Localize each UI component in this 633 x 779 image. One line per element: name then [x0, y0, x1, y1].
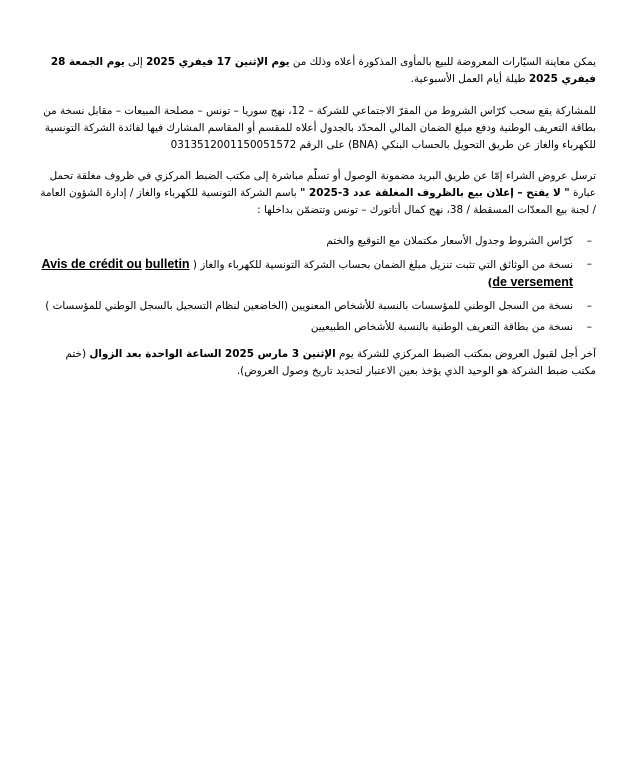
list-item-text: كرّاس الشروط وجدول الأسعار مكتملان مع التوقيع والختم [326, 235, 573, 247]
deadline-paragraph [38, 346, 596, 380]
list-item [38, 319, 596, 336]
list-dash: – [586, 235, 592, 247]
participation-text: للمشاركة يقع سحب كرّاس الشروط من المقرّ الاجتماعي للشركة – 12، نهج سوريا – تونس – مصلحة المبيعات – مقابل نسخة من بطاقة التعريف الوطنية ودفع مبلغ الضمان المالي المحدّد بالجدول أعلاه للمقسم أو المقاسم المشارك فيها لفائدة الشركة التونسية للكهرباء والغاز عن طريق التحويل بالحساب البنكي (BNA) على الرقم 0313512001150051572 [43, 105, 596, 151]
list-dash: – [586, 300, 592, 312]
viewing-end-date: يوم الجمعة 28 فيفري 2025 [50, 56, 596, 85]
list-item-text: نسخة من الوثائق التي تثبت تنزيل مبلغ الضمان بحساب الشركة التونسية للكهرباء والغاز ( [189, 259, 573, 271]
closing-paren: ) [487, 277, 493, 289]
submission-text-b: باسم الشركة التونسية للكهرباء والغاز / إدارة الشؤون العامة / لجنة بيع المعدّات المسقطة / 38، نهج كمال أتاتورك – تونس وتتضمّن بداخلها : [40, 187, 596, 216]
list-item-text: نسخة من السجل الوطني للمؤسسات بالنسبة للأشخاص المعنويين (الخاضعين لنظام التسجيل بالسجل الوطني للمؤسسات ) [45, 300, 573, 312]
submission-paragraph [38, 168, 596, 219]
list-dash: – [586, 321, 592, 333]
bulletin-de-versement-text: bulletin de versement [145, 257, 573, 289]
viewing-period-paragraph [38, 54, 596, 88]
list-item-text: نسخة من بطاقة التعريف الوطنية بالنسبة للأشخاص الطبيعيين [310, 321, 573, 333]
viewing-text-c: طيلة أيام العمل الأسبوعية. [410, 73, 529, 85]
deadline-text-b: (ختم مكتب ضبط الشركة هو الوحيد الذي يؤخذ بعين الاعتبار لتحديد تاريخ وصول العروض). [65, 348, 596, 377]
required-documents-list [38, 233, 596, 336]
deadline-date: الإثنين 3 مارس 2025 الساعة الواحدة بعد الزوال [89, 348, 336, 360]
avis-de-credit-text: Avis de crédit ou [41, 257, 142, 271]
deadline-text-a: آخر أجل لقبول العروض بمكتب الضبط المركزي للشركة يوم [335, 348, 596, 360]
submission-text-a: ترسل عروض الشراء إمّا عن طريق البريد مضمونة الوصول أو تسلّم مباشرة إلى مكتب الضبط المركزي في ظروف مغلقة تحمل عبارة [49, 170, 596, 199]
document-body [38, 54, 596, 380]
viewing-text-a: يمكن معاينة السيّارات المعروضة للبيع بالمأوى المذكورة أعلاه وذلك من [289, 56, 596, 68]
envelope-label: " لا يفتح – إعلان بيع بالظروف المغلقة عدد 3-2025 " [299, 187, 570, 199]
viewing-start-date: يوم الإثنين 17 فيفري 2025 [146, 56, 290, 68]
list-item [38, 298, 596, 315]
participation-paragraph [38, 103, 596, 154]
list-item [38, 233, 596, 250]
list-dash: – [586, 258, 592, 270]
viewing-text-b: إلى [124, 56, 147, 68]
list-item [38, 256, 596, 292]
